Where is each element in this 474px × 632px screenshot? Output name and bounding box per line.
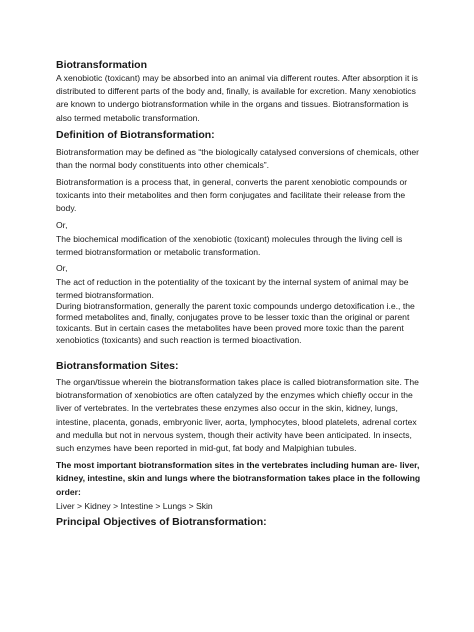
text-line: termed biotransformation. [56,290,154,301]
text-line: such enzymes have been reported in mid-gut, fat body and Malpighian tubules. [56,443,357,454]
definition-paragraph-1 [56,146,430,172]
order-text: Liver > Kidney > Intestine > Lungs > Skin [56,501,213,511]
text-line: order: [56,486,81,497]
text-line: liver of vertebrates. In the vertebrates these enzymes also occur in the skin, kidney, lungs, [56,403,398,414]
text-line: During biotransformation, generally the parent toxic compounds undergo detoxification i.e., the [56,301,415,311]
text-line: The most important biotransformation sites in the vertebrates including human are- liver, [56,460,420,470]
order-line [56,500,430,513]
sites-paragraph [56,376,430,455]
or-separator [56,219,430,232]
or-text: Or, [56,220,68,230]
text-line: termed biotransformation or metabolic transformation. [56,247,261,258]
text-line: body. [56,203,77,214]
text-line: A xenobiotic (toxicant) may be absorbed into an animal via different routes. After absorption it is [56,73,418,83]
text-line: than the normal body constituents into other chemicals”. [56,160,270,171]
or-separator [56,262,430,275]
text-line: Biotransformation may be defined as “the biologically catalysed conversions of chemicals, other [56,147,420,157]
definition-paragraph-3 [56,233,430,259]
heading-sites: Biotransformation Sites: [56,360,179,372]
text-line: toxicants. But in certain cases the metabolites have been proved more toxic than the parent [56,323,404,334]
text-line: biotransformation of xenobiotics are often catalyzed by the enzymes which chiefly occur in the [56,390,413,401]
definition-paragraph-2 [56,176,430,216]
text-line: toxicants into their metabolites and then form conjugates and facilitate their release from the [56,190,406,201]
heading-definition: Definition of Biotransformation: [56,129,215,141]
detoxification-paragraph [56,301,430,346]
intro-paragraph [56,72,430,125]
text-line: The organ/tissue wherein the biotransformation takes place is called biotransformation site. The [56,377,419,387]
text-line: and medulla but not in nervous system, though their activity have been anticipated. In insects, [56,429,412,440]
heading-biotransformation: Biotransformation [56,59,148,71]
text-line: are known to undergo biotransformation while in the organs and tissues. Biotransformation is [56,99,409,110]
text-line: The biochemical modification of the xenobiotic (toxicant) molecules through the living cell is [56,234,403,244]
or-text: Or, [56,263,68,273]
text-line: The act of reduction in the potentiality of the toxicant by the internal system of animal may be [56,277,409,287]
heading-objectives: Principal Objectives of Biotransformation: [56,516,267,528]
text-line: intestine, placenta, gonads, embryonic liver, aorta, lymphocytes, blood platelets, adrenal cortex [56,416,417,427]
text-line: also termed metabolic transformation. [56,112,200,123]
definition-paragraph-4 [56,276,430,302]
text-line: distributed to different parts of the body and, finally, is available for excretion. Many xenobiotics [56,86,416,97]
text-line: kidney, intestine, skin and lungs where the biotransformation takes place in the following [56,473,421,484]
text-line: Biotransformation is a process that, in general, converts the parent xenobiotic compounds or [56,177,408,187]
text-line: formed metabolites and, finally, conjugates prove to be lesser toxic than the original or parent [56,312,410,323]
text-line: xenobiotics (toxicants) and such reaction is termed bioactivation. [56,334,302,345]
important-sites-paragraph [56,459,430,499]
